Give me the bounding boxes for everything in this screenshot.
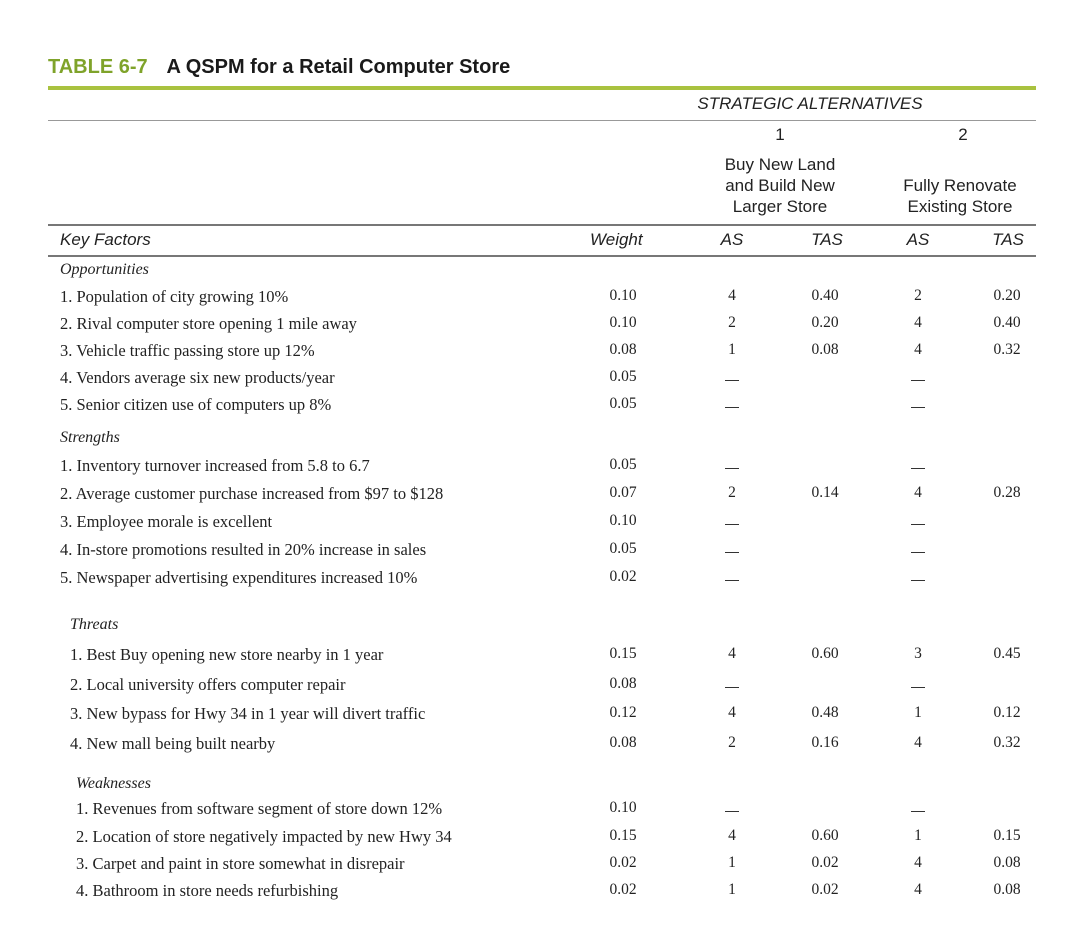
tas-value: 0.60 xyxy=(811,645,839,662)
empty-score-dash xyxy=(725,811,739,812)
empty-score-dash xyxy=(725,524,739,525)
as-value: 1 xyxy=(914,827,922,844)
alt2-name-line: Existing Store xyxy=(907,197,1013,216)
weight-value: 0.02 xyxy=(609,881,637,898)
weight-value: 0.15 xyxy=(609,645,637,662)
section-heading-weaknesses: Weaknesses xyxy=(76,775,151,792)
factor-label: 1. Population of city growing 10% xyxy=(60,287,289,306)
factor-label: 3. New bypass for Hwy 34 in 1 year will divert traffic xyxy=(70,704,426,723)
weight-value: 0.02 xyxy=(609,854,637,871)
weight-value: 0.05 xyxy=(609,368,637,385)
factor-label: 4. Vendors average six new products/year xyxy=(60,368,335,387)
as-value: 2 xyxy=(728,734,736,751)
tas-value: 0.08 xyxy=(993,854,1021,871)
factor-label: 2. Location of store negatively impacted by new Hwy 34 xyxy=(76,827,452,846)
empty-score-dash xyxy=(911,687,925,688)
alt1-name-line: Larger Store xyxy=(732,197,828,216)
factor-label: 1. Best Buy opening new store nearby in 1 year xyxy=(70,645,384,664)
tas-value: 0.32 xyxy=(993,341,1021,358)
factor-label: 3. Employee morale is excellent xyxy=(60,512,273,531)
factor-label: 3. Carpet and paint in store somewhat in disrepair xyxy=(76,854,405,873)
factor-label: 4. In-store promotions resulted in 20% increase in sales xyxy=(60,540,427,559)
as-value: 4 xyxy=(914,341,922,358)
weight-value: 0.08 xyxy=(609,734,637,751)
header-bottom-rule xyxy=(48,255,1036,257)
as-value: 4 xyxy=(728,704,736,721)
factor-label: 2. Rival computer store opening 1 mile away xyxy=(60,314,357,333)
as-value: 4 xyxy=(728,827,736,844)
weight-value: 0.10 xyxy=(609,512,637,529)
factor-label: 2. Average customer purchase increased from $97 to $128 xyxy=(60,484,444,503)
empty-score-dash xyxy=(911,380,925,381)
tas-value: 0.14 xyxy=(811,484,839,501)
weight-value: 0.12 xyxy=(609,704,637,721)
col-weight: Weight xyxy=(590,230,643,249)
alt2-number: 2 xyxy=(958,125,968,144)
as-value: 4 xyxy=(728,645,736,662)
empty-score-dash xyxy=(911,552,925,553)
empty-score-dash xyxy=(725,580,739,581)
as-value: 3 xyxy=(914,645,922,662)
factor-label: 4. New mall being built nearby xyxy=(70,734,276,753)
tas-value: 0.48 xyxy=(811,704,839,721)
weight-value: 0.10 xyxy=(609,314,637,331)
as-value: 1 xyxy=(728,881,736,898)
col-tas-2: TAS xyxy=(992,230,1024,249)
group-rule xyxy=(48,120,1036,121)
as-value: 4 xyxy=(728,287,736,304)
col-key-factors: Key Factors xyxy=(60,230,151,249)
col-tas-1: TAS xyxy=(811,230,843,249)
alt2-name-line: Fully Renovate xyxy=(903,176,1017,195)
empty-score-dash xyxy=(725,687,739,688)
as-value: 1 xyxy=(914,704,922,721)
alt2-name xyxy=(870,175,1050,217)
as-value: 4 xyxy=(914,734,922,751)
empty-score-dash xyxy=(725,468,739,469)
factor-label: 3. Vehicle traffic passing store up 12% xyxy=(60,341,315,360)
as-value: 4 xyxy=(914,854,922,871)
tas-value: 0.45 xyxy=(993,645,1021,662)
as-value: 2 xyxy=(728,484,736,501)
weight-value: 0.05 xyxy=(609,456,637,473)
factor-label: 5. Senior citizen use of computers up 8% xyxy=(60,395,332,414)
weight-value: 0.02 xyxy=(609,568,637,585)
tas-value: 0.28 xyxy=(993,484,1021,501)
empty-score-dash xyxy=(725,407,739,408)
empty-score-dash xyxy=(911,580,925,581)
tas-value: 0.12 xyxy=(993,704,1021,721)
empty-score-dash xyxy=(911,524,925,525)
tas-value: 0.40 xyxy=(811,287,839,304)
factor-label: 1. Inventory turnover increased from 5.8 to 6.7 xyxy=(60,456,370,475)
alt1-name xyxy=(690,154,870,217)
strategic-alternatives-heading: STRATEGIC ALTERNATIVES xyxy=(697,94,923,113)
factor-label: 1. Revenues from software segment of store down 12% xyxy=(76,799,443,818)
section-heading-strengths: Strengths xyxy=(60,429,120,446)
weight-value: 0.08 xyxy=(609,341,637,358)
tas-value: 0.08 xyxy=(993,881,1021,898)
tas-value: 0.16 xyxy=(811,734,839,751)
tas-value: 0.20 xyxy=(811,314,839,331)
tas-value: 0.02 xyxy=(811,881,839,898)
section-heading-opportunities: Opportunities xyxy=(60,261,149,278)
header-top-rule xyxy=(48,224,1036,226)
table-caption: A QSPM for a Retail Computer Store xyxy=(166,56,511,78)
factor-label: 5. Newspaper advertising expenditures increased 10% xyxy=(60,568,418,587)
col-as-1: AS xyxy=(720,230,744,249)
weight-value: 0.08 xyxy=(609,675,637,692)
empty-score-dash xyxy=(911,468,925,469)
as-value: 2 xyxy=(728,314,736,331)
as-value: 2 xyxy=(914,287,922,304)
as-value: 4 xyxy=(914,881,922,898)
empty-score-dash xyxy=(725,552,739,553)
title-rule xyxy=(48,86,1036,90)
weight-value: 0.15 xyxy=(609,827,637,844)
as-value: 1 xyxy=(728,341,736,358)
as-value: 4 xyxy=(914,484,922,501)
factor-label: 4. Bathroom in store needs refurbishing xyxy=(76,881,339,900)
empty-score-dash xyxy=(725,380,739,381)
empty-score-dash xyxy=(911,811,925,812)
weight-value: 0.07 xyxy=(609,484,637,501)
col-as-2: AS xyxy=(906,230,930,249)
section-heading-threats: Threats xyxy=(70,616,119,633)
table-number: TABLE 6-7 xyxy=(48,56,148,78)
factor-label: 2. Local university offers computer repair xyxy=(70,675,346,694)
weight-value: 0.10 xyxy=(609,799,637,816)
as-value: 4 xyxy=(914,314,922,331)
alt1-number: 1 xyxy=(775,125,785,144)
as-value: 1 xyxy=(728,854,736,871)
alt1-name-line: Buy New Land xyxy=(724,155,836,174)
tas-value: 0.60 xyxy=(811,827,839,844)
tas-value: 0.32 xyxy=(993,734,1021,751)
tas-value: 0.20 xyxy=(993,287,1021,304)
alt1-name-line: and Build New xyxy=(725,176,835,195)
weight-value: 0.10 xyxy=(609,287,637,304)
table-title xyxy=(48,56,510,79)
weight-value: 0.05 xyxy=(609,395,637,412)
tas-value: 0.15 xyxy=(993,827,1021,844)
empty-score-dash xyxy=(911,407,925,408)
tas-value: 0.08 xyxy=(811,341,839,358)
tas-value: 0.40 xyxy=(993,314,1021,331)
weight-value: 0.05 xyxy=(609,540,637,557)
tas-value: 0.02 xyxy=(811,854,839,871)
